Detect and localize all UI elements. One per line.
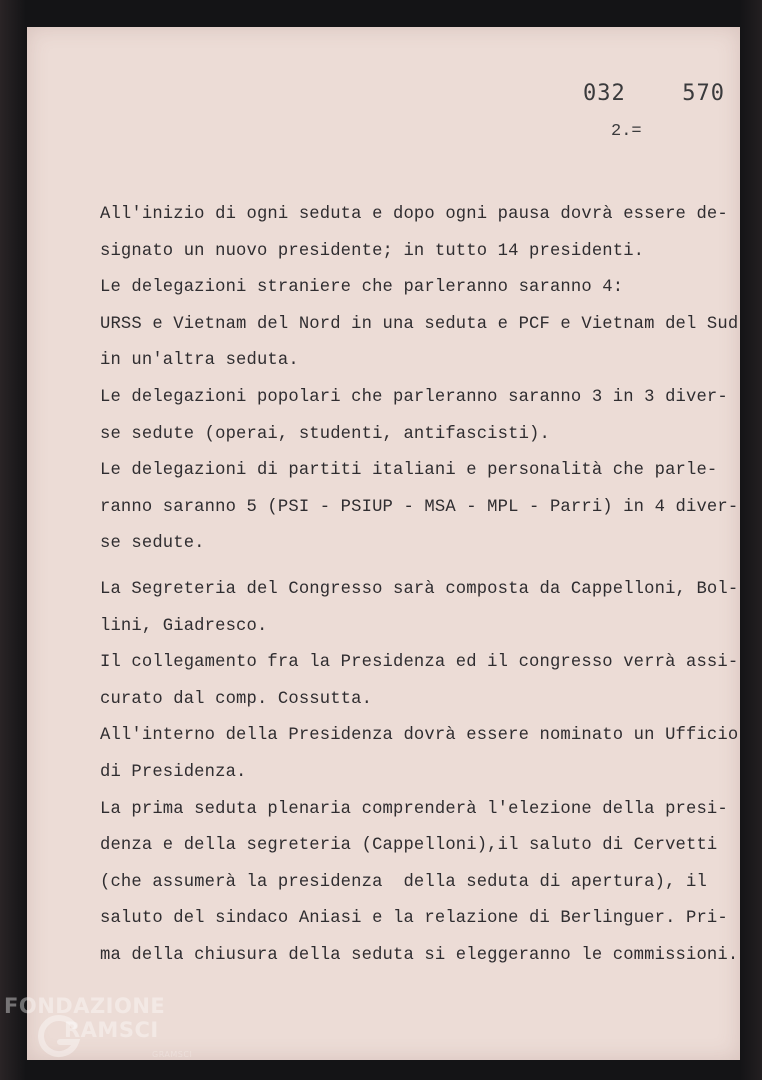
archive-number: 032 570 — [583, 81, 725, 106]
text-line: se sedute (operai, studenti, antifascisti). — [100, 424, 550, 444]
text-line: All'interno della Presidenza dovrà essere nominato un Ufficio — [100, 726, 739, 746]
text-line: ma della chiusura della seduta si eleggeranno le commissioni. — [100, 945, 739, 965]
text-line: ranno saranno 5 (PSI - PSIUP - MSA - MPL - Parri) in 4 diver- — [100, 497, 739, 517]
text-line: saluto del sindaco Aniasi e la relazione di Berlinguer. Pri- — [100, 909, 728, 929]
text-line: All'inizio di ogni seduta e dopo ogni pausa dovrà essere de- — [100, 205, 728, 224]
text-line: signato un nuovo presidente; in tutto 14 presidenti. — [100, 241, 645, 261]
text-line: URSS e Vietnam del Nord in una seduta e PCF e Vietnam del Sud — [100, 314, 739, 334]
text-line: (che assumerà la presidenza della seduta di apertura), il — [100, 872, 707, 892]
page-number: 2.= — [611, 122, 642, 141]
text-line: Il collegamento fra la Presidenza ed il congresso verrà assi- — [100, 653, 739, 673]
paragraph-gap — [100, 563, 720, 572]
text-line: curato dal comp. Cossutta. — [100, 689, 373, 709]
fondazione-gramsci-watermark — [4, 994, 194, 1080]
text-line: lini, Giadresco. — [100, 616, 268, 636]
typed-body-text — [100, 197, 739, 974]
text-line: di Presidenza. — [100, 762, 247, 782]
text-line: denza e della segreteria (Cappelloni),il saluto di Cervetti — [100, 836, 718, 856]
text-line: se sedute. — [100, 534, 205, 554]
watermark-subtitle: RAMSCI — [64, 1018, 159, 1042]
watermark-title: FONDAZIONE — [4, 994, 166, 1018]
text-line: Le delegazioni di partiti italiani e personalità che parle- — [100, 461, 718, 481]
text-line: La prima seduta plenaria comprenderà l'elezione della presi- — [100, 799, 728, 819]
text-line: La Segreteria del Congresso sarà composta da Cappelloni, Bol- — [100, 579, 739, 599]
text-line: Le delegazioni straniere che parleranno saranno 4: — [100, 278, 624, 298]
document-page — [27, 27, 740, 1060]
watermark-small-text: GRAMSCI — [152, 1050, 193, 1059]
text-line: Le delegazioni popolari che parleranno saranno 3 in 3 diver- — [100, 387, 728, 407]
text-line: in un'altra seduta. — [100, 351, 299, 371]
